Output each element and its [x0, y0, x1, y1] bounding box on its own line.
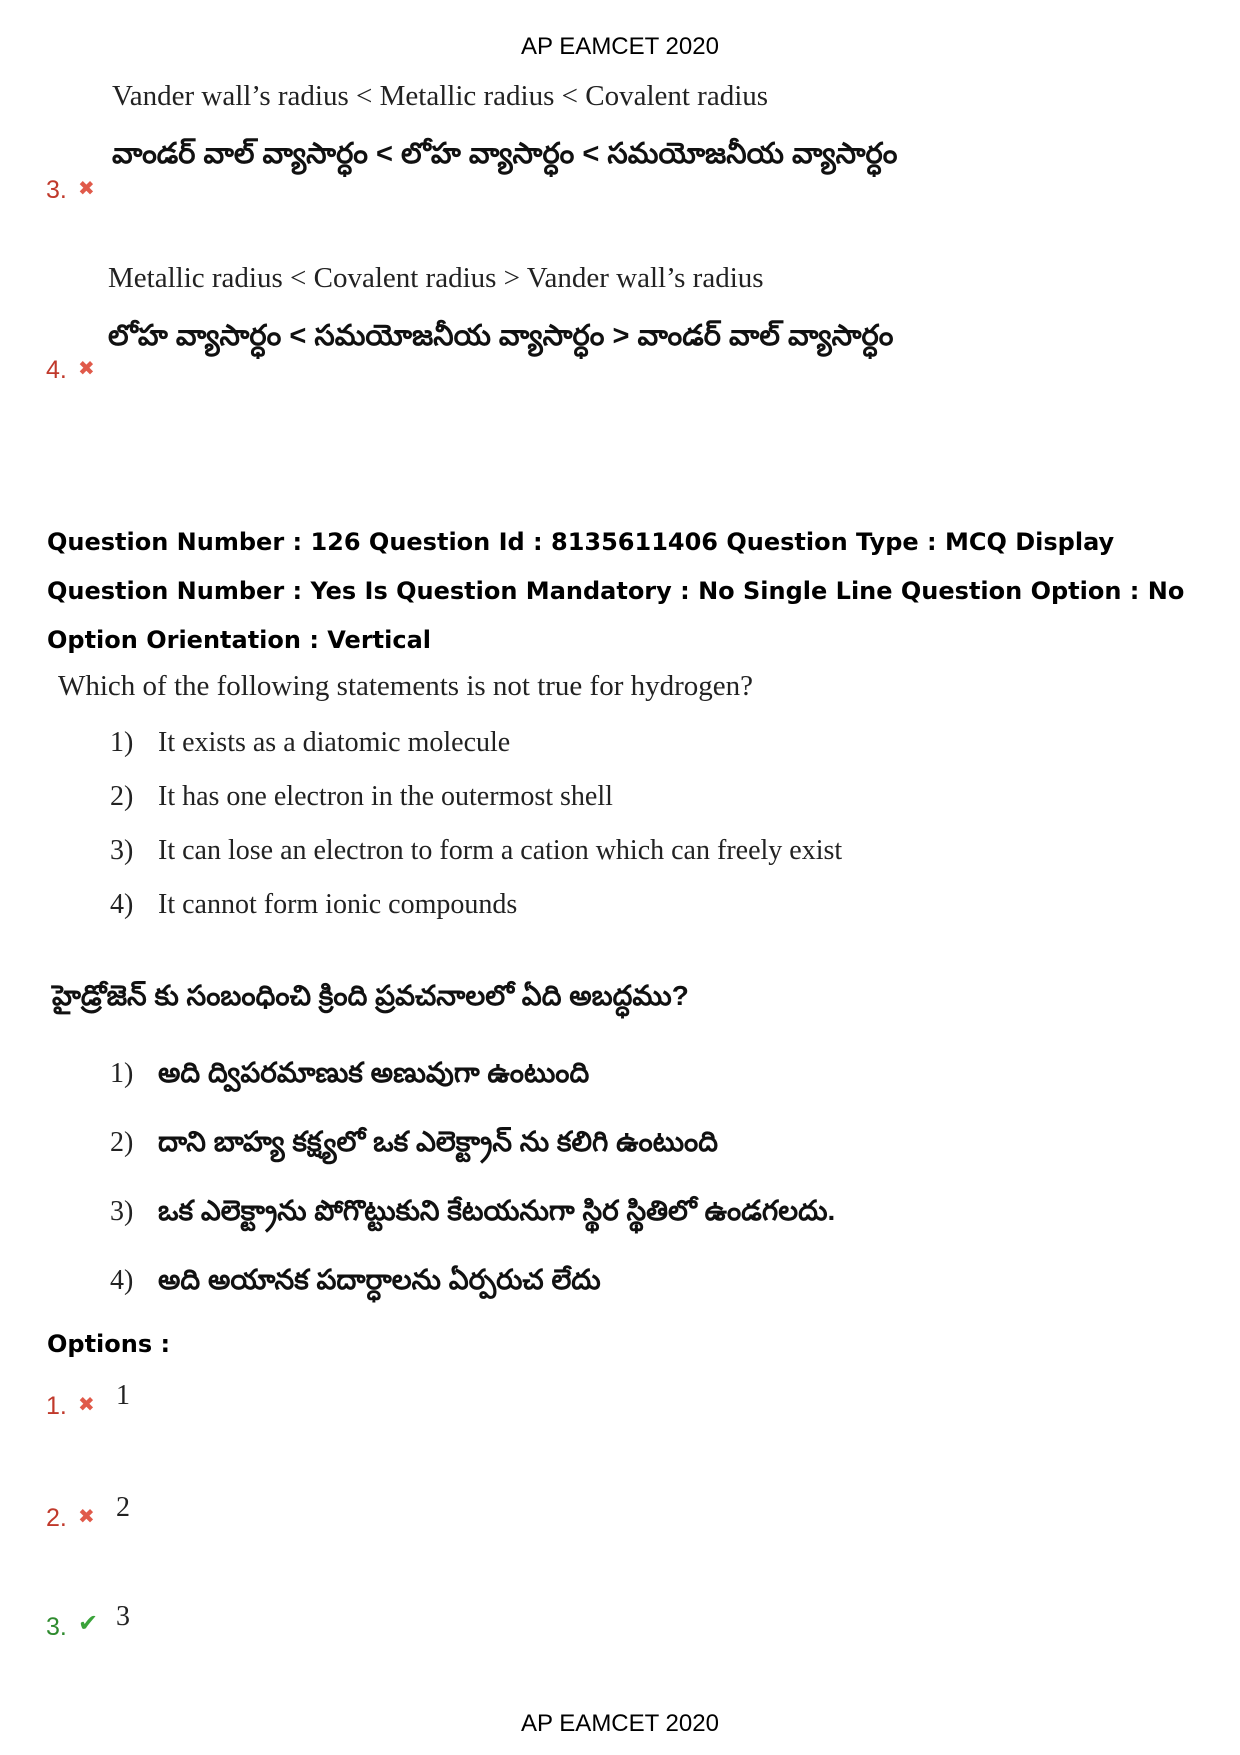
answer-option-3 [46, 1601, 346, 1663]
option-number: 1. [46, 1392, 67, 1420]
answer-option-1 [46, 1380, 346, 1442]
statement-item: 1) అది ద్విపరమాణుక అణువుగా ఉంటుంది [110, 1057, 590, 1089]
question-text-english: Which of the following statements is not true for hydrogen? [58, 670, 754, 702]
statement-item: 1) It exists as a diatomic molecule [110, 727, 511, 758]
page-header: AP EAMCET 2020 [521, 33, 719, 60]
option-number: 3. [46, 176, 67, 204]
options-label: Options : [47, 1330, 171, 1358]
option-number: 3. [46, 1613, 67, 1641]
prev-option-telugu: లోహ వ్యాసార్ధం < సమయోజనీయ వ్యాసార్ధం > వాండర్ వాల్ వ్యాసార్ధం [108, 320, 894, 352]
statement-item: 3) ఒక ఎలెక్ట్రాను పోగొట్టుకుని కేటయనుగా స్థిర స్థితిలో ఉండగలదు. [110, 1195, 836, 1227]
statement-item: 3) It can lose an electron to form a cation which can freely exist [110, 835, 843, 866]
option-value: 3 [116, 1601, 130, 1632]
wrong-mark-icon: ✖ [78, 1506, 95, 1528]
prev-option-english: Metallic radius < Covalent radius > Vander wall’s radius [108, 262, 764, 294]
wrong-mark-icon: ✖ [78, 1394, 95, 1416]
statement-item: 2) దాని బాహ్య కక్ష్యలో ఒక ఎలెక్ట్రాన్ ను కలిగి ఉంటుంది [110, 1126, 718, 1158]
option-number: 2. [46, 1504, 67, 1532]
prev-option-3 [46, 80, 1196, 210]
option-value: 1 [116, 1380, 130, 1411]
correct-check-icon: ✔ [78, 1610, 99, 1637]
question-metadata: Question Number : 126 Question Id : 8135611406 Question Type : MCQ Display Question Number : Yes Is Question Mandatory : No Single Line Question Option : No Option Orientation : Vertical [47, 528, 1185, 654]
page-footer: AP EAMCET 2020 [521, 1710, 719, 1737]
answer-option-2 [46, 1492, 346, 1554]
wrong-mark-icon: ✖ [78, 358, 95, 380]
wrong-mark-icon: ✖ [78, 178, 95, 200]
statement-item: 2) It has one electron in the outermost shell [110, 781, 613, 812]
prev-option-telugu: వాండర్ వాల్ వ్యాసార్ధం < లోహ వ్యాసార్ధం < సమయోజనీయ వ్యాసార్ధం [112, 138, 898, 170]
prev-option-4 [46, 262, 1196, 392]
option-number: 4. [46, 356, 67, 384]
question-text-telugu: హైడ్రోజెన్ కు సంబంధించి క్రింది ప్రవచనాలలో ఏది అబద్ధము? [52, 980, 689, 1011]
statement-item: 4) It cannot form ionic compounds [110, 889, 518, 920]
prev-option-english: Vander wall’s radius < Metallic radius < Covalent radius [112, 80, 769, 112]
option-value: 2 [116, 1492, 130, 1523]
statement-item: 4) అది అయానక పదార్ధాలను ఏర్పరుచ లేదు [110, 1264, 601, 1296]
